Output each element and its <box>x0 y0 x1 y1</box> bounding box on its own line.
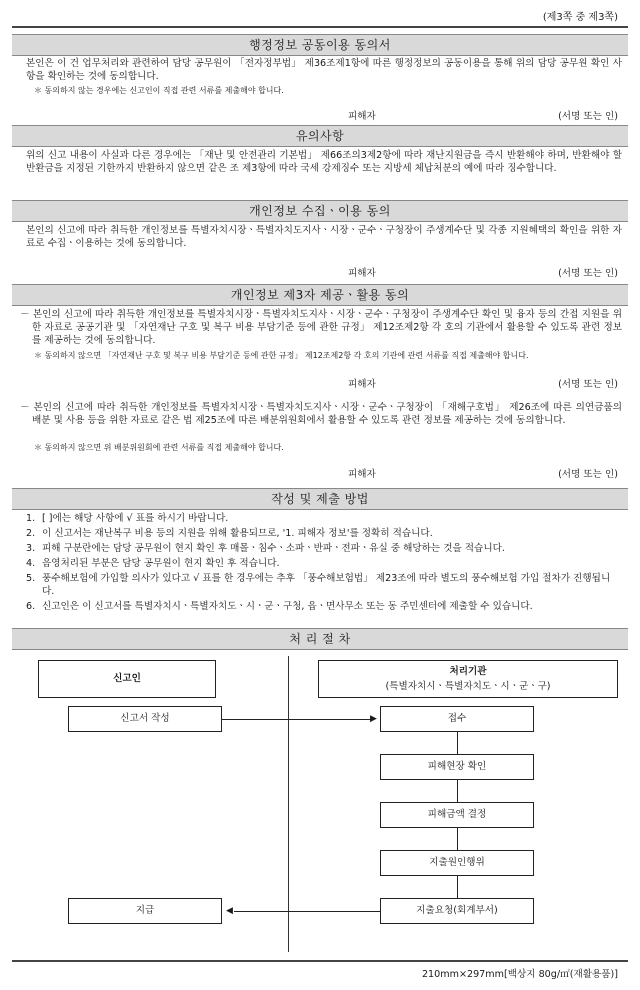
third-party-item-2: － 본인의 신고에 따라 취득한 개인정보를 특별자치시장ㆍ특별자치도지사ㆍ시장ㆍ군수ㆍ구청장이 「재해구호법」 제26조에 따른 의연금품의 배분 및 사용 등을 위한 자료로 같은 법 제25조에 따른 배분위원회에서 활용할 수 있도록 관련 정보를 제공하는 것에 동의합니다. <box>20 402 622 426</box>
admin-info-note: ＊ 동의하지 않는 경우에는 신고인이 직접 관련 서류를 제출해야 합니다. <box>34 86 284 95</box>
step-amount-decision: 피해금액 결정 <box>380 802 534 828</box>
section-title-admin-info: 행정정보 공동이용 동의서 <box>12 34 628 56</box>
section-title-privacy: 개인정보 수집ㆍ이용 동의 <box>12 200 628 222</box>
step-write-application: 신고서 작성 <box>68 706 222 732</box>
admin-info-signature <box>0 108 640 122</box>
arrow-down <box>457 828 458 850</box>
arrow-to-receipt <box>222 719 372 720</box>
signature-seal-field[interactable]: (서명 또는 인) <box>558 469 618 480</box>
agency-header-sub: (특별자치시ㆍ특별자치도ㆍ시ㆍ군ㆍ구) <box>385 681 551 692</box>
list-item: 4. 음영처리된 부분은 담당 공무원이 현지 확인 후 적습니다. <box>26 558 280 569</box>
list-item: 3. 피해 구분란에는 담당 공무원이 현지 확인 후 매몰ㆍ침수ㆍ소파ㆍ반파ㆍ전파ㆍ유실 중 해당하는 것을 적습니다. <box>26 543 505 554</box>
third-party-item-1: － 본인의 신고에 따라 취득한 개인정보를 특별자치시장ㆍ특별자치도지사ㆍ시장ㆍ군수ㆍ구청장이 주생계수단 확인 및 융자 등의 간접 지원을 위한 자료로 공공기관 및 「자연재난 구호 및 복구 비용 부담기준 등에 관한 규정」 제12조제2항 각 호의 기관에서 활용할 수 있도록 관련 정보를 제공하는 것에 동의합니다. <box>20 309 622 346</box>
arrow-down <box>457 780 458 802</box>
step-payment-request: 지출요청(회계부서) <box>380 898 534 924</box>
bottom-rule <box>12 960 628 962</box>
paper-spec-footer: 210mm×297mm[백상지 80g/㎡(재활용품)] <box>421 969 618 980</box>
list-item: 2. 이 신고서는 재난복구 비용 등의 지원을 위해 활용되므로, '1. 피해자 정보'를 정확히 적습니다. <box>26 528 433 539</box>
agency-header-title: 처리기관 <box>449 666 487 677</box>
signature-seal-field[interactable]: (서명 또는 인) <box>558 268 618 279</box>
page-number: (제3쪽 중 제3쪽) <box>542 12 618 23</box>
privacy-signature <box>0 265 640 279</box>
third-party-signature-1 <box>0 376 640 390</box>
signature-seal-field[interactable]: (서명 또는 인) <box>558 111 618 122</box>
top-rule <box>12 26 628 28</box>
signature-role: 피해자 <box>348 469 376 480</box>
signature-role: 피해자 <box>348 379 376 390</box>
arrow-down <box>457 732 458 754</box>
arrow-right-icon: ▶ <box>370 714 377 724</box>
signature-seal-field[interactable]: (서명 또는 인) <box>558 379 618 390</box>
applicant-header-box: 신고인 <box>38 660 216 698</box>
signature-role: 피해자 <box>348 268 376 279</box>
section-title-caution: 유의사항 <box>12 125 628 147</box>
arrow-left-icon: ◀ <box>226 906 233 916</box>
list-item: 6. 신고인은 이 신고서를 특별자치시ㆍ특별자치도ㆍ시ㆍ군ㆍ구청, 읍ㆍ면사무소 또는 동 주민센터에 제출할 수 있습니다. <box>26 601 533 612</box>
section-title-third-party: 개인정보 제3자 제공ㆍ활용 동의 <box>12 284 628 306</box>
third-party-note-2: ＊ 동의하지 않으면 위 배분위원회에 관련 서류를 직접 제출해야 합니다. <box>34 443 284 452</box>
privacy-body: 본인의 신고에 따라 취득한 개인정보를 특별자치시장ㆍ특별자치도지사ㆍ시장ㆍ군수ㆍ구청장이 주생계수단 및 각종 지원혜택의 확인을 위한 자료로 수집ㆍ이용하는 것에 동의합니다. <box>26 225 622 249</box>
list-item: 1. [ ]에는 해당 사항에 √ 표를 하시기 바랍니다. <box>26 513 229 524</box>
flow-divider <box>288 656 289 952</box>
section-title-procedure: 처 리 절 차 <box>12 628 628 650</box>
step-receipt: 접수 <box>380 706 534 732</box>
procedure-flowchart <box>12 652 628 956</box>
section-title-instructions: 작성 및 제출 방법 <box>12 488 628 510</box>
step-expenditure-action: 지출원인행위 <box>380 850 534 876</box>
step-payment: 지급 <box>68 898 222 924</box>
caution-body: 위의 신고 내용이 사실과 다른 경우에는 「재난 및 안전관리 기본법」 제66조의3제2항에 따라 재난지원금을 즉시 반환해야 하며, 반환해야 할 반환금을 지정된 기한까지 반환하지 않으면 같은 조 제3항에 따라 국세 강제징수 또는 지방세 체납처분의 예에 따라 징수합니다. <box>26 150 622 174</box>
instructions-list <box>26 512 622 615</box>
third-party-note-1: ＊ 동의하지 않으면 「자연재난 구호 및 복구 비용 부담기준 등에 관한 규정」 제12조제2항 각 호의 기관에 관련 서류를 직접 제출해야 합니다. <box>34 351 529 360</box>
signature-role: 피해자 <box>348 111 376 122</box>
arrow-to-payment <box>234 911 380 912</box>
arrow-down <box>457 876 458 898</box>
step-site-inspection: 피해현장 확인 <box>380 754 534 780</box>
agency-header-box <box>318 660 618 698</box>
admin-info-body: 본인은 이 건 업무처리와 관련하여 담당 공무원이 「전자정부법」 제36조제1항에 따른 행정정보의 공동이용을 통해 위의 담당 공무원 확인 사항을 확인하는 것에 동의합니다. <box>26 58 622 82</box>
list-item: 5. 풍수해보험에 가입할 의사가 있다고 √ 표를 한 경우에는 추후 「풍수해보험법」 제23조에 따라 별도의 풍수해보험 가입 절차가 진행됩니다. <box>26 573 611 597</box>
third-party-signature-2 <box>0 466 640 480</box>
